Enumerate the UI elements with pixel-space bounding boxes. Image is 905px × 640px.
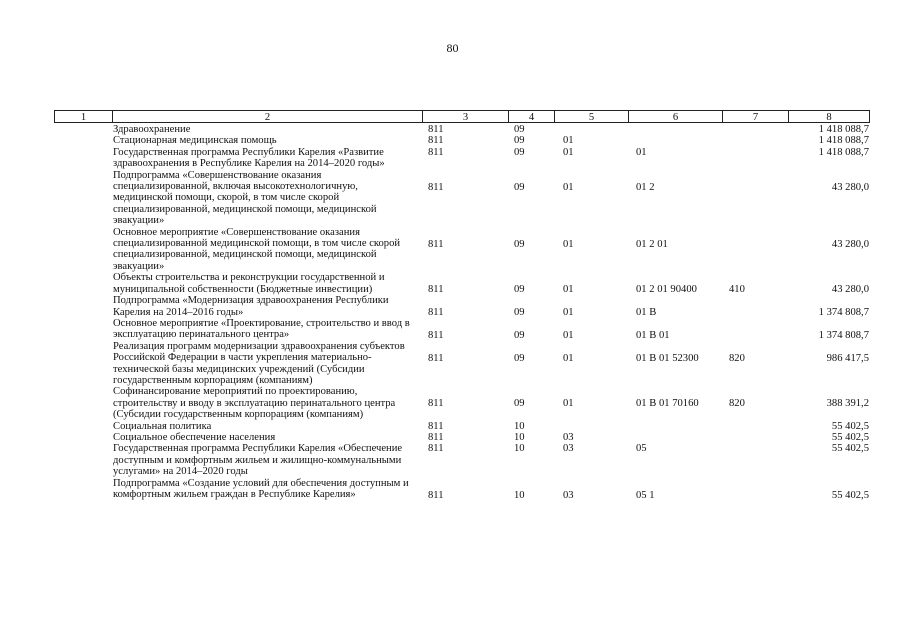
row-col-4: 10: [514, 431, 525, 443]
row-col-4: 10: [514, 443, 525, 455]
row-amount: 55 402,5: [831, 431, 869, 443]
row-col-4: 09: [514, 124, 525, 135]
table-row: [0, 147, 905, 170]
table-row: [0, 135, 905, 146]
header-col-8: 8: [788, 110, 870, 123]
row-name: Подпрограмма «Модернизация здравоохранения Республики Карелия на 2014–2016 годы»: [113, 295, 389, 318]
table-row: [0, 124, 905, 135]
row-amount: 388 391,2: [826, 398, 869, 410]
row-col-7: 820: [729, 352, 745, 364]
page-number: 80: [446, 41, 459, 55]
table-row: [0, 295, 905, 318]
row-col-4: 09: [514, 146, 525, 158]
row-col-5: 01: [563, 146, 574, 158]
row-name: Основное мероприятие «Совершенствование оказания специализированной медицинской помощи, в том числе скорой специализированной, медицинской помощи, медицинской эвакуации»: [113, 226, 401, 272]
row-col-6: 01: [636, 146, 647, 158]
row-col-3: 811: [428, 146, 444, 158]
row-col-5: 01: [563, 329, 574, 341]
row-col-5: 01: [563, 398, 574, 410]
row-amount: 1 418 088,7: [818, 124, 869, 135]
row-col-5: 01: [563, 284, 574, 296]
header-col-2: 2: [112, 110, 422, 123]
header-col-5: 5: [554, 110, 628, 123]
row-col-5: 01: [563, 352, 574, 364]
row-col-4: 09: [514, 181, 525, 193]
row-name: Стационарная медицинская помощь: [113, 135, 277, 147]
row-amount: 1 374 808,7: [818, 307, 869, 319]
row-amount: 43 280,0: [831, 181, 869, 193]
row-col-4: 10: [514, 489, 525, 501]
row-amount: 1 374 808,7: [818, 329, 869, 341]
row-col-3: 811: [428, 238, 444, 250]
row-amount: 1 418 088,7: [818, 135, 869, 147]
row-name: Подпрограмма «Создание условий для обеспечения доступным и комфортным жильем граждан в Республике Карелия»: [113, 477, 409, 500]
row-col-7: 410: [729, 284, 745, 296]
table-body: [0, 124, 905, 500]
row-col-4: 09: [514, 398, 525, 410]
row-amount: 43 280,0: [831, 284, 869, 296]
table-header: [54, 110, 870, 123]
row-col-4: 09: [514, 329, 525, 341]
row-col-6: 01 В: [636, 307, 657, 319]
row-name: Софинансирование мероприятий по проектированию, строительству и вводу в эксплуатацию перинатального центра (Субсидии государственным корпорациям (компаниям): [113, 386, 396, 421]
table-row: [0, 170, 905, 227]
row-col-6: 01 2 01 90400: [636, 284, 697, 296]
header-col-3: 3: [422, 110, 508, 123]
row-name: Социальная политика: [113, 420, 212, 432]
table-row: [0, 432, 905, 443]
row-name: Государственная программа Республики Карелия «Развитие здравоохранения в Республике Карелия на 2014–2020 годы»: [113, 146, 385, 170]
row-col-3: 811: [428, 431, 444, 443]
row-col-3: 811: [428, 307, 444, 319]
row-col-4: 09: [514, 238, 525, 250]
table-row: [0, 227, 905, 273]
row-col-6: 05: [636, 443, 647, 455]
row-name: Социальное обеспечение населения: [113, 431, 276, 443]
row-col-3: 811: [428, 181, 444, 193]
row-col-3: 811: [428, 124, 444, 135]
row-col-5: 03: [563, 431, 574, 443]
table-row: [0, 341, 905, 387]
row-col-7: 820: [729, 398, 745, 410]
row-col-6: 01 В 01: [636, 329, 670, 341]
header-col-7: 7: [722, 110, 788, 123]
row-col-4: 10: [514, 420, 525, 432]
row-name: Основное мероприятие «Проектирование, строительство и ввод в эксплуатацию перинатального центра»: [113, 317, 410, 341]
row-amount: 55 402,5: [831, 489, 869, 501]
row-amount: 55 402,5: [831, 420, 869, 432]
row-col-5: 01: [563, 181, 574, 193]
row-col-6: 01 В 01 70160: [636, 398, 699, 410]
row-amount: 43 280,0: [831, 238, 869, 250]
row-col-3: 811: [428, 443, 444, 455]
row-col-5: 01: [563, 238, 574, 250]
row-col-3: 811: [428, 284, 444, 296]
row-col-3: 811: [428, 420, 444, 432]
row-col-5: 03: [563, 443, 574, 455]
row-col-6: 01 2: [636, 181, 655, 193]
row-col-3: 811: [428, 489, 444, 501]
table-row: [0, 318, 905, 341]
header-col-6: 6: [628, 110, 722, 123]
header-col-4: 4: [508, 110, 554, 123]
row-name: Объекты строительства и реконструкции государственной и муниципальной собственности (Бюджетные инвестиции): [113, 272, 385, 295]
row-col-5: 01: [563, 135, 574, 147]
row-col-5: 03: [563, 489, 574, 501]
table-row: [0, 443, 905, 477]
header-col-1: 1: [54, 110, 112, 123]
table-row: [0, 386, 905, 420]
row-col-6: 05 1: [636, 489, 655, 501]
row-col-6: 01 2 01: [636, 238, 668, 250]
row-col-5: 01: [563, 307, 574, 319]
table-row: [0, 478, 905, 501]
row-col-4: 09: [514, 352, 525, 364]
row-col-3: 811: [428, 352, 444, 364]
table-row: [0, 421, 905, 432]
row-col-6: 01 В 01 52300: [636, 352, 699, 364]
row-amount: 55 402,5: [831, 443, 869, 455]
row-col-4: 09: [514, 135, 525, 147]
row-col-3: 811: [428, 135, 444, 147]
row-col-3: 811: [428, 398, 444, 410]
row-col-3: 811: [428, 329, 444, 341]
row-name: Государственная программа Республики Карелия «Обеспечение доступным и комфортным жильем и жилищно-коммунальными услугами» на 2014–2020 годы: [113, 443, 403, 478]
row-name: Реализация программ модернизации здравоохранения субъектов Российской Федерации в части укрепления материально-технической базы медицинских учреждений (Субсидии государственным корпорациям (компаниям): [113, 340, 405, 386]
row-name: Подпрограмма «Совершенствование оказания специализированной, включая высокотехнологичную, медицинской помощи, скорой, в том числе скорой специализированной, медицинской помощи, медицинской эвакуации»: [113, 169, 377, 227]
row-amount: 1 418 088,7: [818, 146, 869, 158]
row-col-4: 09: [514, 284, 525, 296]
row-col-4: 09: [514, 307, 525, 319]
row-name: Здравоохранение: [113, 124, 191, 135]
row-amount: 986 417,5: [826, 352, 869, 364]
table-row: [0, 272, 905, 295]
